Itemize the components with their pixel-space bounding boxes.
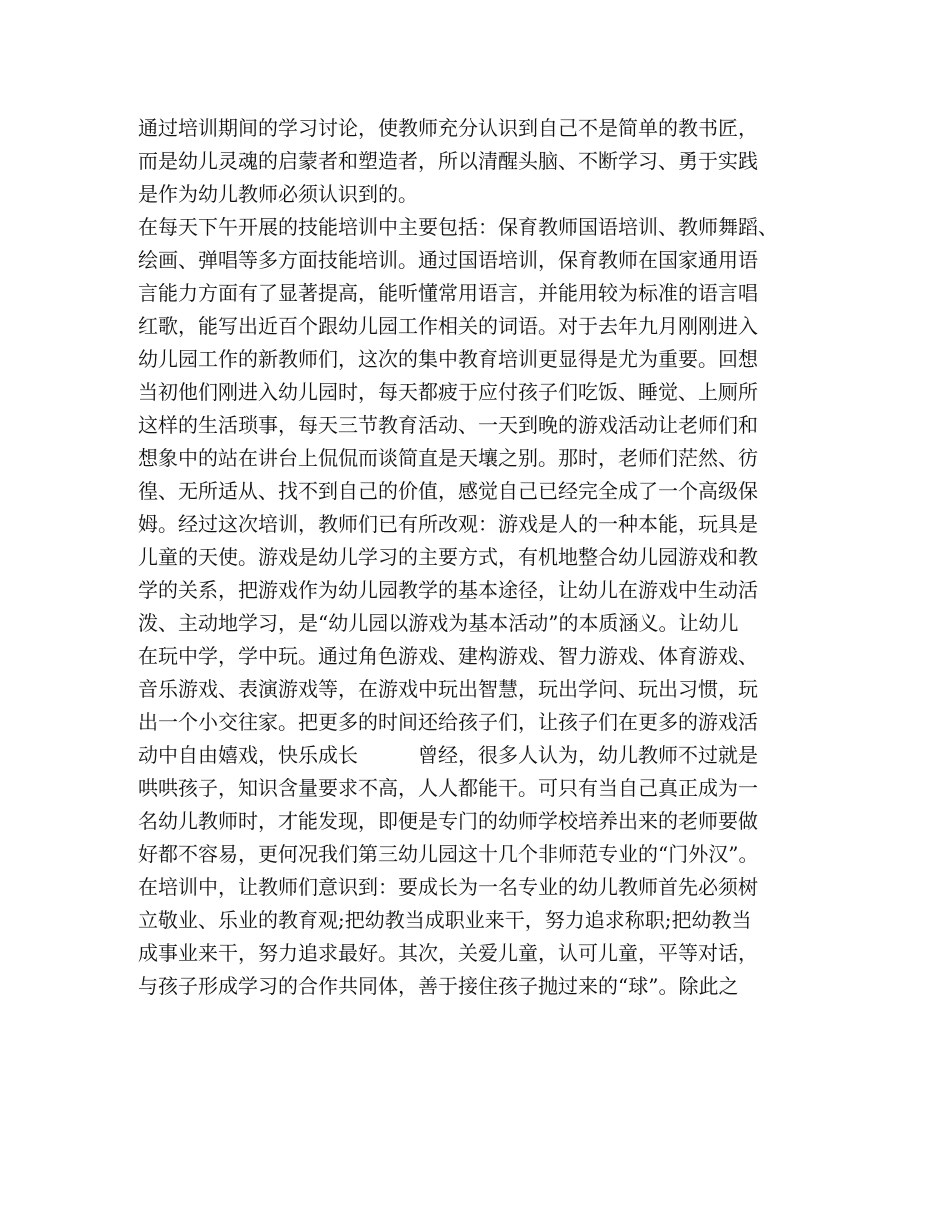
text-line: 儿童的天使。游戏是幼儿学习的主要方式，有机地整合幼儿园游戏和教 xyxy=(138,545,758,569)
text-line: 出一个小交往家。把更多的时间还给孩子们，让孩子们在更多的游戏活 xyxy=(138,710,758,734)
text-line: 想象中的站在讲台上侃侃而谈简直是天壤之别。那时，老师们茫然、彷 xyxy=(138,446,758,470)
text-line: 在玩中学，学中玩。通过角色游戏、建构游戏、智力游戏、体育游戏、 xyxy=(138,644,758,668)
text-line: 而是幼儿灵魂的启蒙者和塑造者，所以清醒头脑、不断学习、勇于实践 xyxy=(138,149,758,173)
text-line: 动中自由嬉戏，快乐成长 曾经，很多人认为，幼儿教师不过就是 xyxy=(138,743,758,767)
text-line: 学的关系，把游戏作为幼儿园教学的基本途径，让幼儿在游戏中生动活 xyxy=(138,578,758,602)
text-line: 徨、无所适从、找不到自己的价值，感觉自己已经完全成了一个高级保 xyxy=(138,479,758,503)
text-line: 在每天下午开展的技能培训中主要包括：保育教师国语培训、教师舞蹈、 xyxy=(138,215,778,239)
text-line: 幼儿园工作的新教师们，这次的集中教育培训更显得是尤为重要。回想 xyxy=(138,347,758,371)
text-line: 音乐游戏、表演游戏等，在游戏中玩出智慧，玩出学问、玩出习惯，玩 xyxy=(138,677,758,701)
text-line: 言能力方面有了显著提高，能听懂常用语言，并能用较为标准的语言唱 xyxy=(138,281,758,305)
text-line: 这样的生活琐事，每天三节教育活动、一天到晚的游戏活动让老师们和 xyxy=(138,413,758,437)
body-text xyxy=(138,112,838,1003)
text-line: 是作为幼儿教师必须认识到的。 xyxy=(138,182,418,206)
text-line: 名幼儿教师时，才能发现，即便是专门的幼师学校培养出来的老师要做 xyxy=(138,809,758,833)
text-line: 哄哄孩子，知识含量要求不高，人人都能干。可只有当自己真正成为一 xyxy=(138,776,758,800)
text-line: 与孩子形成学习的合作共同体，善于接住孩子抛过来的“球”。除此之 xyxy=(138,974,739,998)
text-line: 红歌，能写出近百个跟幼儿园工作相关的词语。对于去年九月刚刚进入 xyxy=(138,314,758,338)
text-line: 立敬业、乐业的教育观;把幼教当成职业来干，努力追求称职;把幼教当 xyxy=(138,908,752,932)
text-line: 好都不容易，更何况我们第三幼儿园这十几个非师范专业的“门外汉”。 xyxy=(138,842,759,866)
text-line: 在培训中，让教师们意识到：要成长为一名专业的幼儿教师首先必须树 xyxy=(138,875,758,899)
text-line: 成事业来干，努力追求最好。其次，关爱儿童，认可儿童，平等对话， xyxy=(138,941,758,965)
text-line: 绘画、弹唱等多方面技能培训。通过国语培训，保育教师在国家通用语 xyxy=(138,248,758,272)
text-line: 姆。经过这次培训，教师们已有所改观：游戏是人的一种本能，玩具是 xyxy=(138,512,758,536)
text-line: 泼、主动地学习，是“幼儿园以游戏为基本活动”的本质涵义。让幼儿 xyxy=(138,611,739,635)
text-line: 当初他们刚进入幼儿园时，每天都疲于应付孩子们吃饭、睡觉、上厕所 xyxy=(138,380,758,404)
text-line: 通过培训期间的学习讨论，使教师充分认识到自己不是简单的教书匠， xyxy=(138,116,758,140)
